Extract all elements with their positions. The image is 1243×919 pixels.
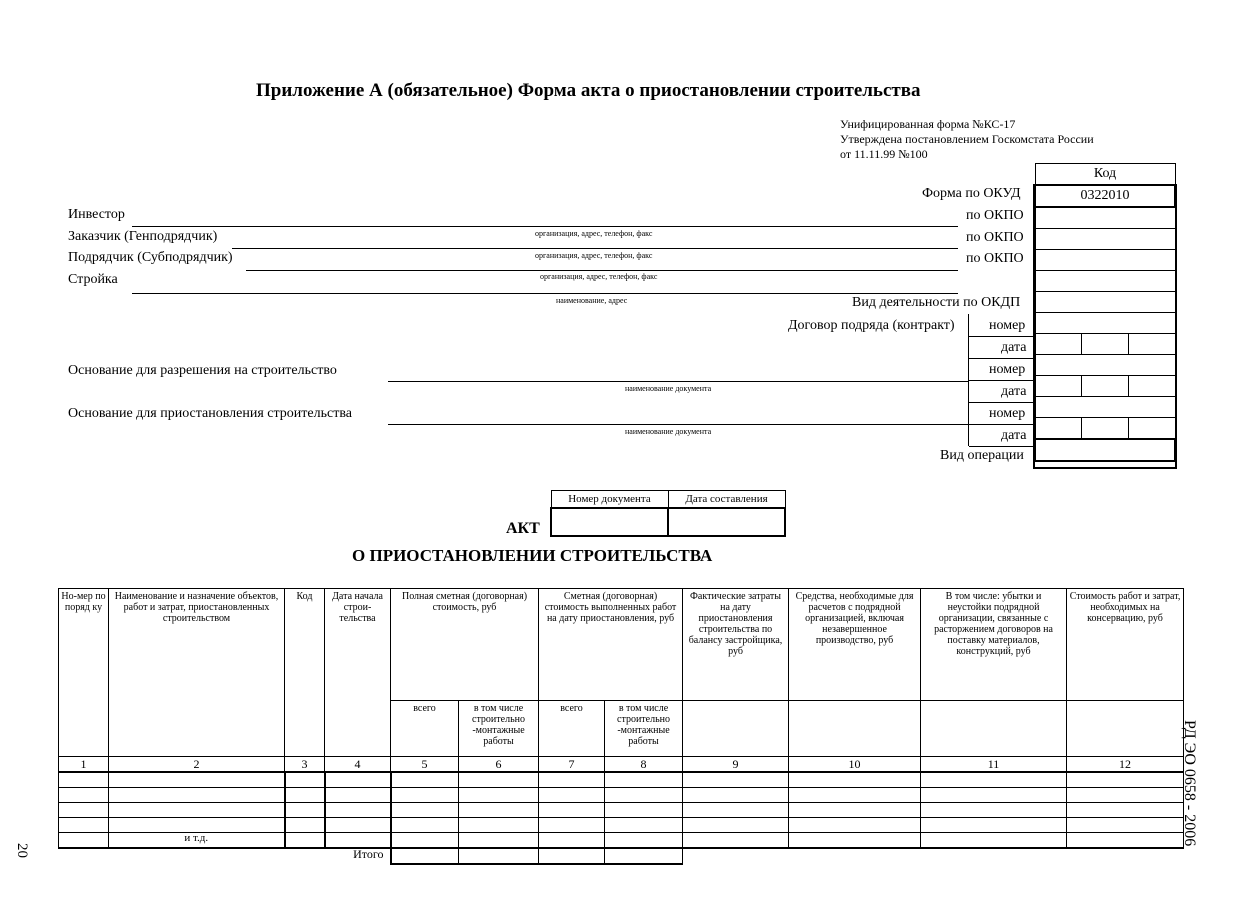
customer-label: Заказчик (Генподрядчик) xyxy=(68,229,218,244)
date-header: Дата составления xyxy=(668,491,785,509)
operation-label: Вид операции xyxy=(940,448,1024,463)
header-c2: Наименование и назначение объектов, работ и затрат, приостановленных строительством xyxy=(109,589,285,757)
suspension-hint: наименование документа xyxy=(625,427,712,436)
investor-label: Инвестор xyxy=(68,207,125,222)
okud-label: Форма по ОКУД xyxy=(922,186,1021,201)
contract-label: Договор подряда (контракт) xyxy=(788,318,955,333)
code-header: Код xyxy=(1035,164,1175,186)
side-document-code: РД ЭО 0658 - 2006 xyxy=(1181,720,1198,847)
header-c4: Дата начала строи-тельства xyxy=(325,589,391,757)
act-subtitle: О ПРИОСТАНОВЛЕНИИ СТРОИТЕЛЬСТВА xyxy=(352,546,713,565)
suspension-date-label: дата xyxy=(1001,428,1027,443)
construction-line[interactable] xyxy=(132,293,958,294)
header-c12-sub xyxy=(1067,701,1184,757)
table-row[interactable] xyxy=(59,788,1184,803)
construction-label: Стройка xyxy=(68,272,118,287)
col-number-6: 6 xyxy=(459,757,539,773)
form-meta-line3: от 11.11.99 №100 xyxy=(840,147,928,161)
col-number-9: 9 xyxy=(683,757,789,773)
contract-number-label: номер xyxy=(989,318,1026,333)
contractor-okpo-label: по ОКПО xyxy=(966,251,1024,266)
header-c56: Полная сметная (договорная) стоимость, руб xyxy=(391,589,539,701)
col-number-10: 10 xyxy=(789,757,921,773)
investor-okpo-label: по ОКПО xyxy=(966,208,1024,223)
header-c7: всего xyxy=(539,701,605,757)
form-meta-line2: Утверждена постановлением Госкомстата России xyxy=(840,132,1094,146)
header-c11: В том числе: убытки и неустойки подрядной организации, связанные с расторжением договоров на поставку материалов, конструкций, руб xyxy=(921,589,1067,701)
permit-label: Основание для разрешения на строительство xyxy=(68,363,337,378)
suspension-label: Основание для приостановления строительства xyxy=(68,406,352,421)
contractor-label: Подрядчик (Субподрядчик) xyxy=(68,250,233,265)
date-cell[interactable] xyxy=(668,508,785,536)
table-row[interactable] xyxy=(59,803,1184,818)
permit-hint: наименование документа xyxy=(625,384,712,393)
header-c78: Сметная (договорная) стоимость выполненных работ на дату приостановления, руб xyxy=(539,589,683,701)
customer-okpo-label: по ОКПО xyxy=(966,230,1024,245)
permit-line[interactable] xyxy=(388,381,968,382)
header-c3: Код xyxy=(285,589,325,757)
col-number-11: 11 xyxy=(921,757,1067,773)
header-c10-sub xyxy=(789,701,921,757)
page-number: 20 xyxy=(14,843,30,858)
contractor-hint: организация, адрес, телефон, факс xyxy=(540,272,658,281)
header-c9-sub xyxy=(683,701,789,757)
number-date-labels xyxy=(968,314,1035,446)
doc-number-header: Номер документа xyxy=(551,491,668,509)
col-number-1: 1 xyxy=(59,757,109,773)
table-row[interactable] xyxy=(59,818,1184,833)
header-c1: Но-мер по поряд ку xyxy=(59,589,109,757)
itogo-label: Итого xyxy=(353,847,384,861)
suspension-line[interactable] xyxy=(388,424,968,425)
investor-line[interactable] xyxy=(132,226,958,227)
col-number-3: 3 xyxy=(285,757,325,773)
permit-number-label: номер xyxy=(989,362,1026,377)
col-number-4: 4 xyxy=(325,757,391,773)
customer-line[interactable] xyxy=(232,248,958,249)
code-box-frame xyxy=(1033,184,1177,469)
permit-date-label: дата xyxy=(1001,384,1027,399)
act-label: АКТ xyxy=(506,520,540,537)
contract-date-label: дата xyxy=(1001,340,1027,355)
form-meta-line1: Унифицированная форма №КС-17 xyxy=(840,117,1016,131)
doc-number-cell[interactable] xyxy=(551,508,668,536)
col-number-12: 12 xyxy=(1067,757,1184,773)
table-row-etc[interactable] xyxy=(59,833,1184,849)
col-number-8: 8 xyxy=(605,757,683,773)
column-numbers-row xyxy=(59,757,1184,773)
header-c6: в том числе строительно -монтажные работы xyxy=(459,701,539,757)
page-title: Приложение А (обязательное) Форма акта о приостановлении строительства xyxy=(256,80,921,101)
table-row[interactable] xyxy=(59,772,1184,788)
customer-hint: организация, адрес, телефон, факс xyxy=(535,251,653,260)
header-c9: Фактические затраты на дату приостановления строительства по балансу застройщика, руб xyxy=(683,589,789,701)
header-c8: в том числе строительно -монтажные работы xyxy=(605,701,683,757)
header-c10: Средства, необходимые для расчетов с подрядной организацией, включая незавершенное производство, руб xyxy=(789,589,921,701)
header-c5: всего xyxy=(391,701,459,757)
header-c11-sub xyxy=(921,701,1067,757)
main-table xyxy=(58,588,1184,865)
suspension-number-label: номер xyxy=(989,406,1026,421)
okdp-label: Вид деятельности по ОКДП xyxy=(852,295,1021,310)
investor-hint: организация, адрес, телефон, факс xyxy=(535,229,653,238)
col-number-2: 2 xyxy=(109,757,285,773)
etc-cell: и т.д. xyxy=(109,833,285,849)
col-number-5: 5 xyxy=(391,757,459,773)
act-table xyxy=(550,490,786,537)
okud-value[interactable]: 0322010 xyxy=(1035,185,1175,207)
header-c12: Стоимость работ и затрат, необходимых на консервацию, руб xyxy=(1067,589,1184,701)
construction-hint: наименование, адрес xyxy=(556,296,628,305)
col-number-7: 7 xyxy=(539,757,605,773)
contractor-line[interactable] xyxy=(246,270,958,271)
total-row[interactable] xyxy=(59,848,1184,864)
